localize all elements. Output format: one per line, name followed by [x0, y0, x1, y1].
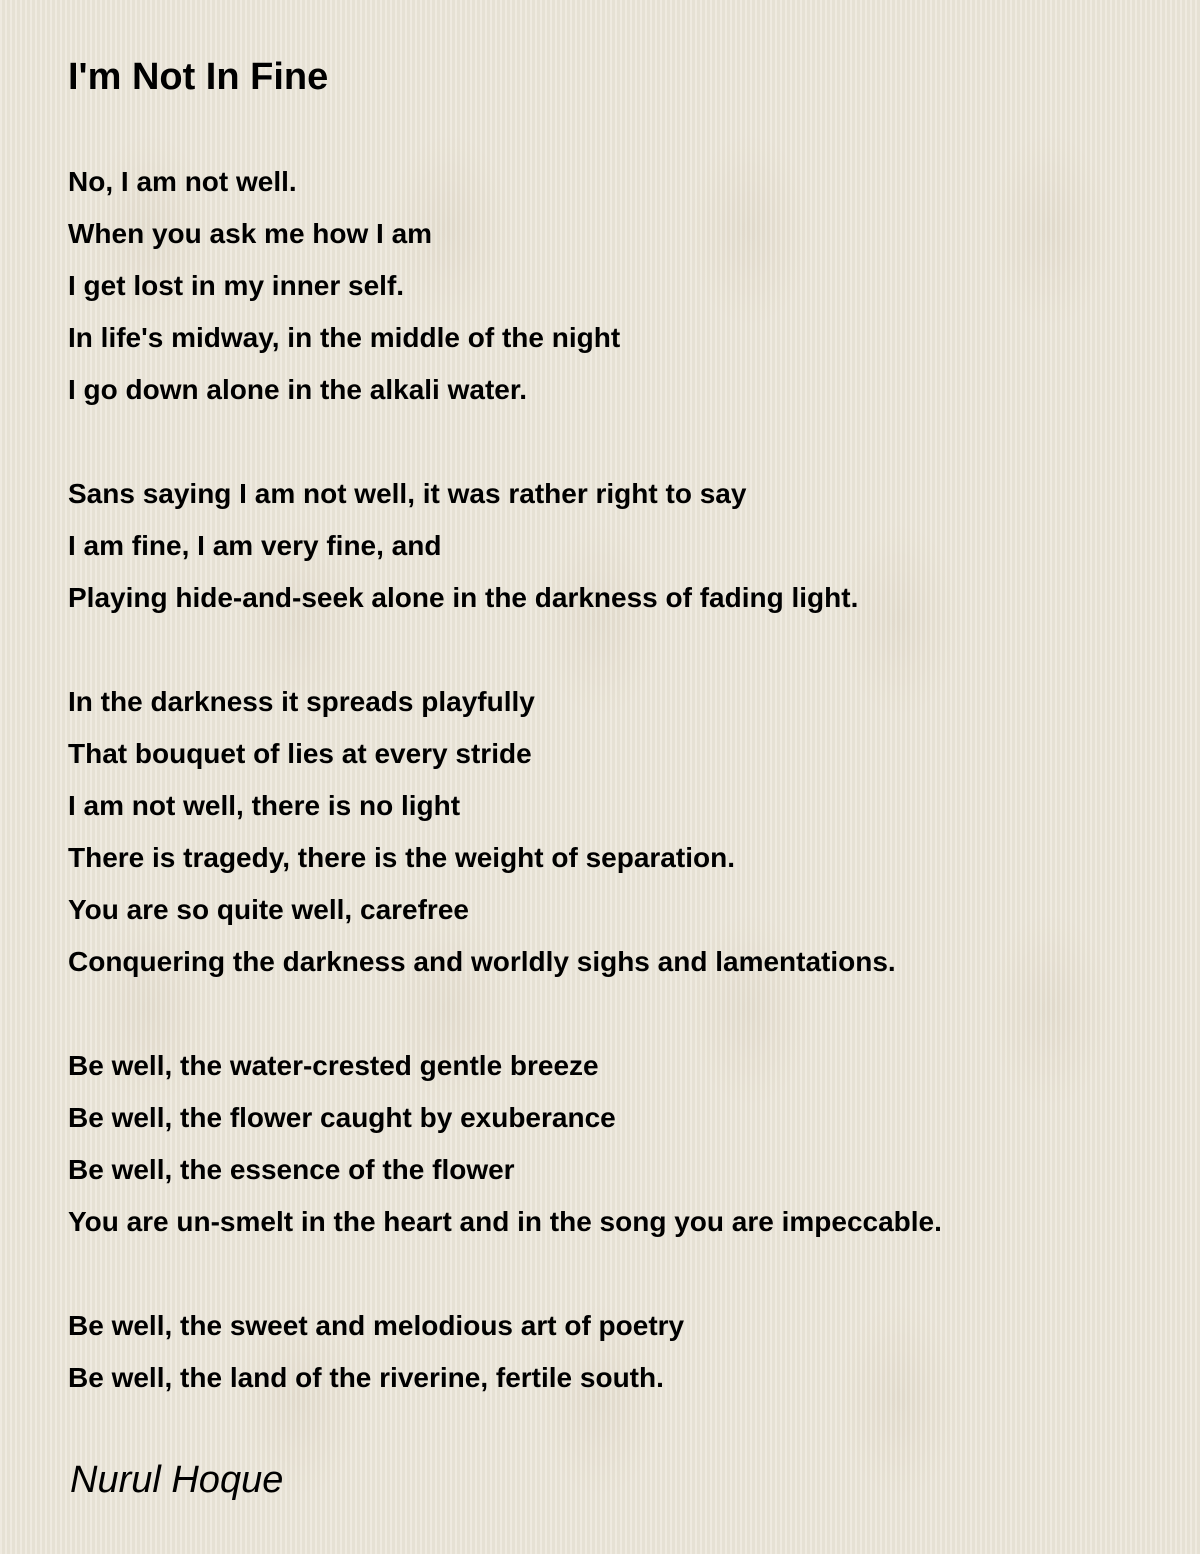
poem-title: I'm Not In Fine	[68, 56, 329, 98]
poem-page	[68, 54, 1168, 1504]
poem-line: That bouquet of lies at every stride	[68, 738, 532, 769]
poem-line: I go down alone in the alkali water.	[68, 374, 527, 405]
poem-line: In the darkness it spreads playfully	[68, 686, 535, 717]
stanza-4	[68, 1040, 1168, 1248]
poem-line: Playing hide-and-seek alone in the darkness of fading light.	[68, 582, 859, 613]
poem-line: Be well, the flower caught by exuberance	[68, 1102, 616, 1133]
poem-line: I am fine, I am very fine, and	[68, 530, 442, 561]
poem-line: Be well, the water-crested gentle breeze	[68, 1050, 599, 1081]
poem-line: I get lost in my inner self.	[68, 270, 405, 301]
poem-body	[68, 156, 1168, 1404]
poem-line: Be well, the essence of the flower	[68, 1154, 515, 1185]
poem-line: No, I am not well.	[68, 166, 297, 197]
poem-line: In life's midway, in the middle of the night	[68, 322, 621, 353]
poem-line: When you ask me how I am	[68, 218, 433, 249]
poem-line: You are un-smelt in the heart and in the song you are impeccable.	[68, 1206, 942, 1237]
stanza-5	[68, 1300, 1168, 1404]
poem-line: Be well, the land of the riverine, fertile south.	[68, 1362, 664, 1393]
stanza-3	[68, 676, 1168, 988]
poem-line: There is tragedy, there is the weight of separation.	[68, 842, 735, 873]
stanza-1	[68, 156, 1168, 416]
poem-line: Conquering the darkness and worldly sighs and lamentations.	[68, 946, 896, 977]
poem-line: Be well, the sweet and melodious art of poetry	[68, 1310, 685, 1341]
poem-line: You are so quite well, carefree	[68, 894, 469, 925]
stanza-2	[68, 468, 1168, 624]
poem-author: Nurul Hoque	[70, 1459, 284, 1501]
poem-line: Sans saying I am not well, it was rather right to say	[68, 478, 747, 509]
poem-line: I am not well, there is no light	[68, 790, 461, 821]
